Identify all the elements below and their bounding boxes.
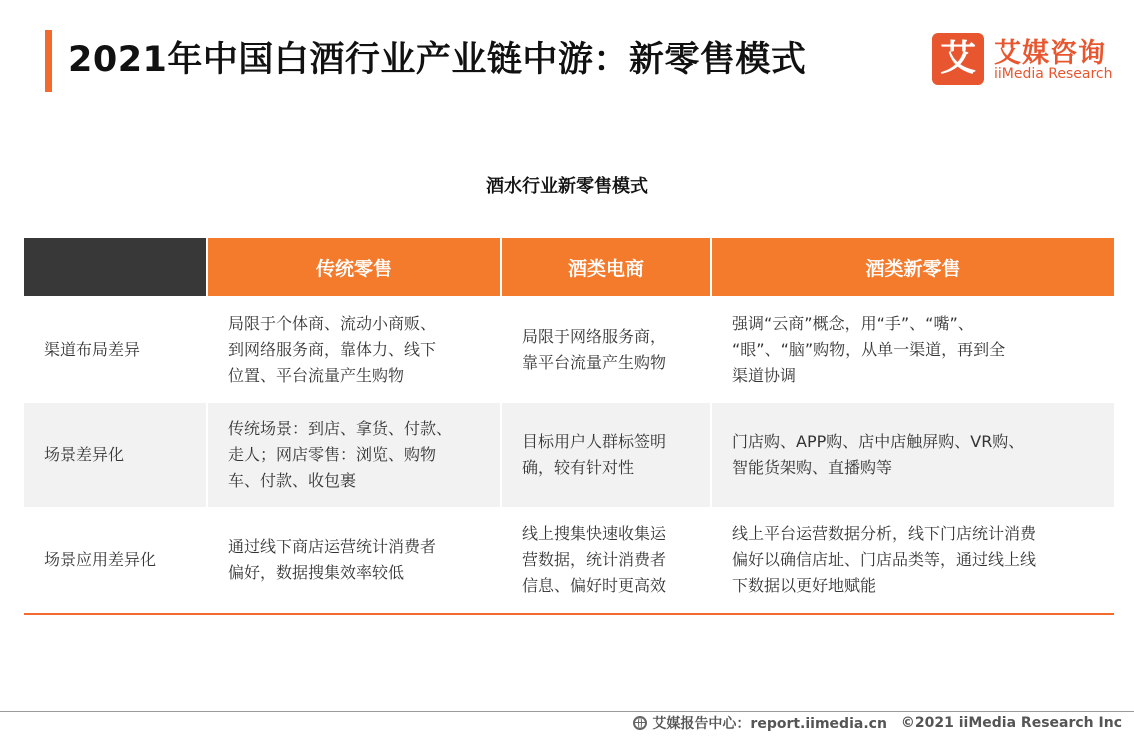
- retail-mode-table: [24, 238, 1114, 613]
- header-liquor-new-retail: 酒类新零售: [710, 238, 1114, 296]
- table-cell: [206, 403, 500, 507]
- header-traditional-retail: 传统零售: [206, 238, 500, 296]
- table-cell: [710, 507, 1114, 613]
- table-bottom-rule: [24, 613, 1114, 615]
- table-cell: [500, 403, 710, 507]
- table-cell: [710, 296, 1114, 403]
- table-row: [24, 507, 1114, 613]
- row-label: 渠道布局差异: [44, 339, 141, 359]
- cell-line: 确，较有针对性: [522, 458, 635, 477]
- iimedia-logo: [932, 33, 1122, 85]
- cell-line: 线上平台运营数据分析，线下门店统计消费: [732, 524, 1037, 543]
- cell-line: 智能货架购、直播购等: [732, 458, 893, 477]
- cell-line: 营数据，统计消费者: [522, 550, 667, 569]
- cell-line: 传统场景：到店、拿货、付款、: [228, 419, 453, 438]
- logo-english-name: iiMedia Research: [994, 66, 1113, 82]
- cell-line: 车、付款、收包裹: [228, 471, 357, 490]
- logo-chinese-name: 艾媒咨询: [994, 38, 1106, 69]
- title-accent-bar: [45, 30, 52, 92]
- header-corner-cell: [24, 238, 206, 296]
- footer-divider: [0, 711, 1134, 712]
- footer: [633, 713, 1122, 733]
- cell-line: 目标用户人群标签明: [522, 432, 667, 451]
- cell-line: 到网络服务商，靠体力、线下: [228, 339, 437, 359]
- cell-line: 信息、偏好时更高效: [522, 576, 667, 595]
- globe-icon: [633, 716, 647, 730]
- cell-line: 强调“云商”概念，用“手”、“嘴”、: [732, 313, 974, 333]
- table-cell: [500, 507, 710, 613]
- header-liquor-ecommerce: 酒类电商: [500, 238, 710, 296]
- cell-line: 渠道协调: [732, 365, 797, 385]
- cell-line: 位置、平台流量产生购物: [228, 365, 405, 385]
- cell-line: 门店购、APP购、店中店触屏购、VR购、: [732, 432, 1025, 451]
- cell-line: 走人；网店零售：浏览、购物: [228, 445, 437, 464]
- table-row: [24, 296, 1114, 403]
- cell-line: 偏好，数据搜集效率较低: [228, 563, 405, 582]
- cell-line: 通过线下商店运营统计消费者: [228, 537, 437, 556]
- footer-copyright: ©2021 iiMedia Research Inc: [900, 715, 1122, 731]
- cell-line: “眼”、“脑”购物，从单一渠道，再到全: [732, 339, 1006, 359]
- table-cell: [206, 507, 500, 613]
- table-cell: [206, 296, 500, 403]
- row-label: 场景差异化: [44, 445, 125, 464]
- cell-line: 下数据以更好地赋能: [732, 576, 877, 595]
- table-cell: [500, 296, 710, 403]
- row-label: 场景应用差异化: [44, 550, 157, 569]
- table-caption: 酒水行业新零售模式: [486, 176, 648, 197]
- table-header-row: [24, 238, 1114, 296]
- footer-source: 艾媒报告中心：report.iimedia.cn: [652, 716, 887, 732]
- logo-mark-icon: 艾: [932, 33, 984, 85]
- cell-line: 靠平台流量产生购物: [522, 352, 667, 372]
- cell-line: 偏好以确信店址、门店品类等，通过线上线: [732, 550, 1037, 569]
- table-cell: [710, 403, 1114, 507]
- cell-line: 线上搜集快速收集运: [522, 524, 667, 543]
- table-row: [24, 403, 1114, 507]
- page-title: 2021年中国白酒行业产业链中游：新零售模式: [68, 40, 807, 80]
- cell-line: 局限于网络服务商，: [522, 326, 667, 346]
- cell-line: 局限于个体商、流动小商贩、: [228, 313, 437, 333]
